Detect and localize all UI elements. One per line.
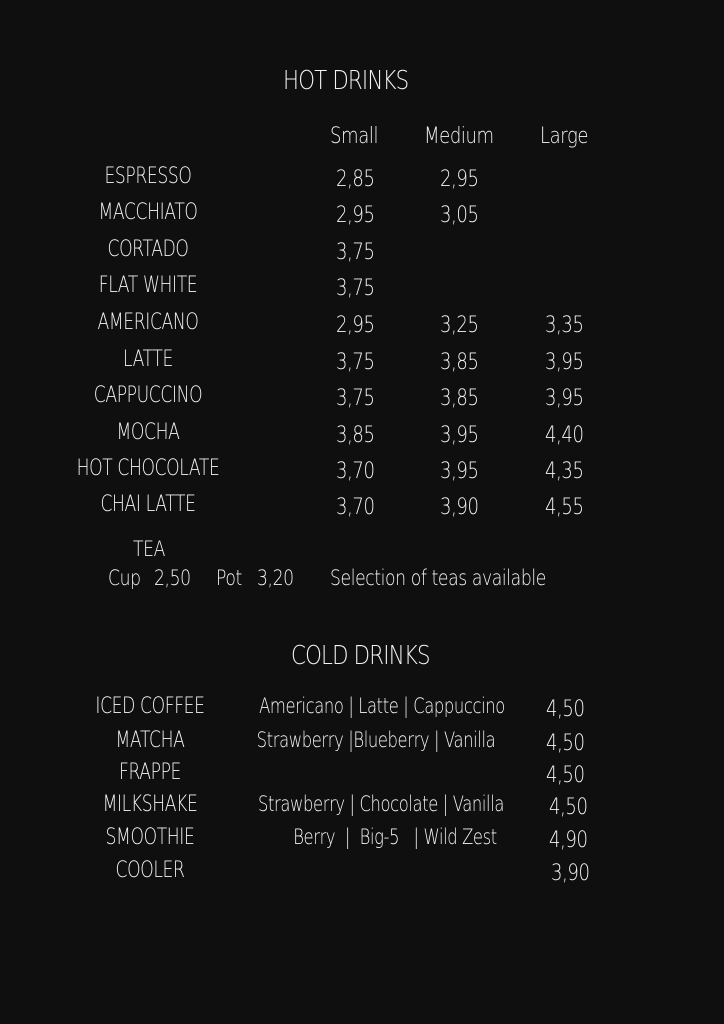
hot-drink-price-small-flat-white: 3,75 [336,276,375,301]
hot-drink-price-small-hot-chocolate: 3,70 [336,459,375,484]
cold-drink-name-smoothie: SMOOTHIE [105,825,195,850]
cold-drink-options-milkshake: Strawberry | Chocolate | Vanilla [257,792,505,816]
hot-drink-price-medium-latte: 3,85 [440,350,479,375]
cold-drink-price-smoothie: 4,90 [549,828,588,853]
cold-drink-name-iced-coffee: ICED COFFEE [95,694,205,719]
size-header-large: Large [540,124,589,149]
hot-drink-price-small-cortado: 3,75 [336,240,375,265]
hot-drink-name-cappuccino: CAPPUCCINO [93,383,203,408]
hot-drink-name-chai-latte: CHAI LATTE [100,492,196,517]
hot-drink-name-americano: AMERICANO [97,310,199,335]
hot-drink-price-medium-espresso: 2,95 [440,167,479,192]
hot-drink-price-medium-macchiato: 3,05 [440,203,479,228]
cold-drink-name-matcha: MATCHA [115,728,185,753]
size-header-medium: Medium [424,124,494,149]
hot-drink-price-large-cappuccino: 3,95 [545,386,584,411]
hot-drink-price-medium-hot-chocolate: 3,95 [440,459,479,484]
cold-drink-price-milkshake: 4,50 [549,795,588,820]
tea-cup-price: 2,50 [154,566,191,590]
hot-drink-price-large-chai-latte: 4,55 [545,495,584,520]
hot-drink-price-small-latte: 3,75 [336,350,375,375]
hot-drink-name-espresso: ESPRESSO [104,164,192,189]
hot-drink-name-hot-chocolate: HOT CHOCOLATE [76,456,220,481]
hot-drink-price-large-mocha: 4,40 [545,423,584,448]
cold-drink-options-matcha: Strawberry |Blueberry | Vanilla [256,728,496,752]
hot-drinks-title: HOT DRINKS [283,66,409,96]
hot-drink-price-small-cappuccino: 3,75 [336,386,375,411]
hot-drink-price-medium-americano: 3,25 [440,313,479,338]
cold-drink-name-cooler: COOLER [115,858,185,883]
cold-drinks-title: COLD DRINKS [291,641,430,671]
hot-drink-price-small-mocha: 3,85 [336,423,375,448]
tea-note: Selection of teas available [330,566,546,590]
cold-drink-price-cooler: 3,90 [551,861,590,886]
hot-drink-name-mocha: MOCHA [116,420,180,445]
cold-drink-price-iced-coffee: 4,50 [546,697,585,722]
hot-drink-price-medium-cappuccino: 3,85 [440,386,479,411]
tea-pot-price: 3,20 [257,566,294,590]
cold-drink-options-smoothie: Berry | Big-5 | Wild Zest [293,825,497,849]
cold-drink-price-frappe: 4,50 [546,763,585,788]
hot-drink-price-small-macchiato: 2,95 [336,203,375,228]
hot-drink-price-small-espresso: 2,85 [336,167,375,192]
hot-drink-price-small-chai-latte: 3,70 [336,495,375,520]
hot-drink-price-large-latte: 3,95 [545,350,584,375]
hot-drink-name-cortado: CORTADO [107,237,189,262]
hot-drink-price-large-americano: 3,35 [545,313,584,338]
hot-drink-name-latte: LATTE [123,347,173,372]
hot-drink-price-small-americano: 2,95 [336,313,375,338]
tea-pot-label: Pot [216,566,242,590]
cold-drink-name-frappe: FRAPPE [118,760,182,785]
hot-drink-name-macchiato: MACCHIATO [98,200,198,225]
hot-drink-price-large-hot-chocolate: 4,35 [545,459,584,484]
hot-drink-price-medium-mocha: 3,95 [440,423,479,448]
cold-drink-price-matcha: 4,50 [546,731,585,756]
cold-drink-name-milkshake: MILKSHAKE [102,792,198,817]
hot-drink-name-flat-white: FLAT WHITE [98,273,198,298]
tea-label: TEA [133,537,165,561]
cold-drink-options-iced-coffee: Americano | Latte | Cappuccino [259,694,505,718]
hot-drink-price-medium-chai-latte: 3,90 [440,495,479,520]
tea-cup-label: Cup [108,566,141,590]
size-header-small: Small [330,124,379,149]
